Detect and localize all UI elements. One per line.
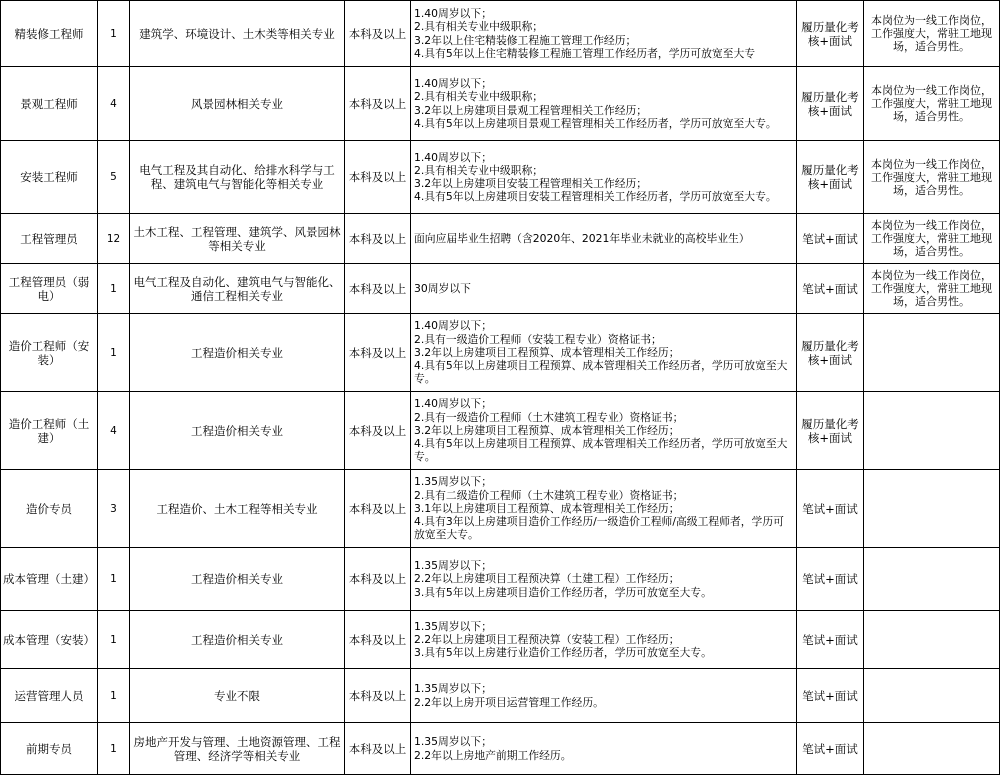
requirement-line: 2.2年以上房建项目工程预决算（土建工程）工作经历；: [414, 572, 680, 586]
degree-cell: 本科及以上: [345, 548, 411, 611]
method-cell: 履历量化考核+面试: [797, 1, 864, 67]
degree-cell: 本科及以上: [345, 611, 411, 669]
count-cell: 4: [98, 67, 130, 141]
table-row: [1, 1, 1000, 67]
major-cell: 土木工程、工程管理、建筑学、风景园林等相关专业: [130, 214, 345, 264]
requirement-line: 2.具有相关专业中级职称；: [414, 163, 544, 177]
count-cell: 1: [98, 723, 130, 775]
degree-cell: 本科及以上: [345, 1, 411, 67]
degree-cell: 本科及以上: [345, 392, 411, 470]
count-cell: 1: [98, 314, 130, 392]
major-cell: 工程造价、土木工程等相关专业: [130, 470, 345, 548]
position-cell: 景观工程师: [1, 67, 98, 141]
requirement-line: 2.2年以上房建项目工程预决算（安装工程）工作经历；: [414, 632, 680, 646]
requirements-cell: [411, 67, 797, 141]
note-cell: [864, 392, 1000, 470]
requirement-line: 面向应届毕业生招聘（含2020年、2021年毕业未就业的高校毕业生）: [414, 231, 750, 245]
note-cell: 本岗位为一线工作岗位，工作强度大，常驻工地现场，适合男性。: [864, 264, 1000, 314]
requirements-cell: [411, 669, 797, 723]
position-cell: 造价专员: [1, 470, 98, 548]
degree-cell: 本科及以上: [345, 141, 411, 214]
requirement-line: 3.具有5年以上房建行业造价工作经历者，学历可放宽至大专。: [414, 646, 712, 660]
requirement-line: 4.具有5年以上房建项目工程预算、成本管理相关工作经历者，学历可放宽至大专。: [414, 359, 788, 386]
position-cell: 成本管理（安装）: [1, 611, 98, 669]
requirement-line: 3.2年以上住宅精装修工程施工管理工作经历；: [414, 33, 637, 47]
requirement-line: 4.具有5年以上房建项目安装工程管理相关工作经历者，学历可放宽至大专。: [414, 190, 777, 204]
requirement-line: 1.40周岁以下；: [414, 77, 493, 91]
note-cell: [864, 314, 1000, 392]
count-cell: 1: [98, 264, 130, 314]
requirements-cell: [411, 548, 797, 611]
note-cell: 本岗位为一线工作岗位，工作强度大，常驻工地现场，适合男性。: [864, 141, 1000, 214]
requirement-line: 2.具有相关专业中级职称；: [414, 90, 544, 104]
position-cell: 精装修工程师: [1, 1, 98, 67]
major-cell: 建筑学、环境设计、土木类等相关专业: [130, 1, 345, 67]
method-cell: 笔试+面试: [797, 470, 864, 548]
table-row: [1, 723, 1000, 775]
count-cell: 1: [98, 669, 130, 723]
position-cell: 工程管理员: [1, 214, 98, 264]
major-cell: 电气工程及其自动化、给排水科学与工程、建筑电气与智能化等相关专业: [130, 141, 345, 214]
requirement-line: 1.40周岁以下；: [414, 397, 493, 411]
requirement-line: 3.具有5年以上房建项目造价工作经历者，学历可放宽至大专。: [414, 585, 712, 599]
position-cell: 造价工程师（安装）: [1, 314, 98, 392]
requirement-line: 3.2年以上房建项目景观工程管理相关工作经历；: [414, 103, 648, 117]
requirement-line: 1.35周岁以下；: [414, 475, 493, 489]
major-cell: 工程造价相关专业: [130, 548, 345, 611]
note-cell: [864, 723, 1000, 775]
requirement-line: 1.40周岁以下；: [414, 7, 493, 21]
requirement-line: 4.具有5年以上房建项目工程预算、成本管理相关工作经历者，学历可放宽至大专。: [414, 437, 788, 464]
major-cell: 工程造价相关专业: [130, 314, 345, 392]
count-cell: 5: [98, 141, 130, 214]
requirement-line: 2.2年以上房开项目运营管理工作经历。: [414, 695, 604, 709]
requirements-cell: [411, 214, 797, 264]
requirement-line: 1.35周岁以下；: [414, 619, 493, 633]
method-cell: 笔试+面试: [797, 548, 864, 611]
note-cell: [864, 548, 1000, 611]
count-cell: 1: [98, 611, 130, 669]
note-cell: [864, 611, 1000, 669]
requirements-cell: [411, 314, 797, 392]
requirement-line: 1.40周岁以下；: [414, 319, 493, 333]
note-cell: [864, 470, 1000, 548]
requirement-line: 1.35周岁以下；: [414, 559, 493, 573]
position-cell: 安装工程师: [1, 141, 98, 214]
position-cell: 前期专员: [1, 723, 98, 775]
requirement-line: 4.具有3年以上房建项目造价工作经历/一级造价工程师/高级工程师者，学历可放宽至大专。: [414, 515, 784, 542]
requirements-cell: [411, 723, 797, 775]
table-row: [1, 264, 1000, 314]
degree-cell: 本科及以上: [345, 669, 411, 723]
method-cell: 笔试+面试: [797, 264, 864, 314]
table-row: [1, 611, 1000, 669]
note-cell: [864, 669, 1000, 723]
requirements-cell: [411, 392, 797, 470]
requirement-line: 2.具有一级造价工程师（安装工程专业）资格证书；: [414, 332, 662, 346]
requirement-line: 3.2年以上房建项目工程预算、成本管理相关工作经历；: [414, 423, 680, 437]
requirement-line: 1.35周岁以下；: [414, 735, 493, 749]
table-row: [1, 669, 1000, 723]
method-cell: 履历量化考核+面试: [797, 141, 864, 214]
requirement-line: 2.具有一级造价工程师（土木建筑工程专业）资格证书；: [414, 410, 684, 424]
count-cell: 1: [98, 1, 130, 67]
degree-cell: 本科及以上: [345, 214, 411, 264]
major-cell: 房地产开发与管理、土地资源管理、工程管理、经济学等相关专业: [130, 723, 345, 775]
table-row: [1, 314, 1000, 392]
degree-cell: 本科及以上: [345, 264, 411, 314]
method-cell: 履历量化考核+面试: [797, 392, 864, 470]
position-cell: 工程管理员（弱电）: [1, 264, 98, 314]
table-row: [1, 214, 1000, 264]
table-row: [1, 392, 1000, 470]
method-cell: 笔试+面试: [797, 214, 864, 264]
method-cell: 笔试+面试: [797, 611, 864, 669]
table-row: [1, 548, 1000, 611]
table-row: [1, 141, 1000, 214]
count-cell: 1: [98, 548, 130, 611]
table-row: [1, 470, 1000, 548]
note-cell: 本岗位为一线工作岗位，工作强度大，常驻工地现场，适合男性。: [864, 214, 1000, 264]
major-cell: 工程造价相关专业: [130, 392, 345, 470]
requirements-cell: [411, 470, 797, 548]
requirement-line: 4.具有5年以上住宅精装修工程施工管理工作经历者，学历可放宽至大专: [414, 46, 756, 60]
requirement-line: 3.2年以上房建项目工程预算、成本管理相关工作经历；: [414, 345, 680, 359]
requirement-line: 3.1年以上房建项目工程预算、成本管理相关工作经历；: [414, 501, 680, 515]
requirements-cell: [411, 1, 797, 67]
count-cell: 4: [98, 392, 130, 470]
degree-cell: 本科及以上: [345, 470, 411, 548]
method-cell: 履历量化考核+面试: [797, 314, 864, 392]
degree-cell: 本科及以上: [345, 67, 411, 141]
requirement-line: 2.2年以上房地产前期工作经历。: [414, 748, 572, 762]
count-cell: 12: [98, 214, 130, 264]
position-cell: 成本管理（土建）: [1, 548, 98, 611]
major-cell: 风景园林相关专业: [130, 67, 345, 141]
degree-cell: 本科及以上: [345, 723, 411, 775]
requirements-cell: [411, 264, 797, 314]
count-cell: 3: [98, 470, 130, 548]
position-cell: 造价工程师（土建）: [1, 392, 98, 470]
requirements-cell: [411, 611, 797, 669]
table-row: [1, 67, 1000, 141]
major-cell: 工程造价相关专业: [130, 611, 345, 669]
method-cell: 履历量化考核+面试: [797, 67, 864, 141]
requirement-line: 3.2年以上房建项目安装工程管理相关工作经历；: [414, 177, 648, 190]
major-cell: 专业不限: [130, 669, 345, 723]
requirement-line: 1.40周岁以下；: [414, 150, 493, 164]
position-cell: 运营管理人员: [1, 669, 98, 723]
major-cell: 电气工程及自动化、建筑电气与智能化、通信工程相关专业: [130, 264, 345, 314]
requirement-line: 1.35周岁以下；: [414, 682, 493, 696]
note-cell: 本岗位为一线工作岗位，工作强度大，常驻工地现场，适合男性。: [864, 1, 1000, 67]
requirement-line: 4.具有5年以上房建项目景观工程管理相关工作经历者，学历可放宽至大专。: [414, 116, 777, 130]
method-cell: 笔试+面试: [797, 723, 864, 775]
requirement-line: 2.具有相关专业中级职称；: [414, 20, 544, 34]
requirement-line: 2.具有二级造价工程师（土木建筑工程专业）资格证书；: [414, 488, 684, 502]
degree-cell: 本科及以上: [345, 314, 411, 392]
note-cell: 本岗位为一线工作岗位，工作强度大，常驻工地现场，适合男性。: [864, 67, 1000, 141]
requirements-cell: [411, 141, 797, 214]
method-cell: 笔试+面试: [797, 669, 864, 723]
requirement-line: 30周岁以下: [414, 281, 471, 295]
